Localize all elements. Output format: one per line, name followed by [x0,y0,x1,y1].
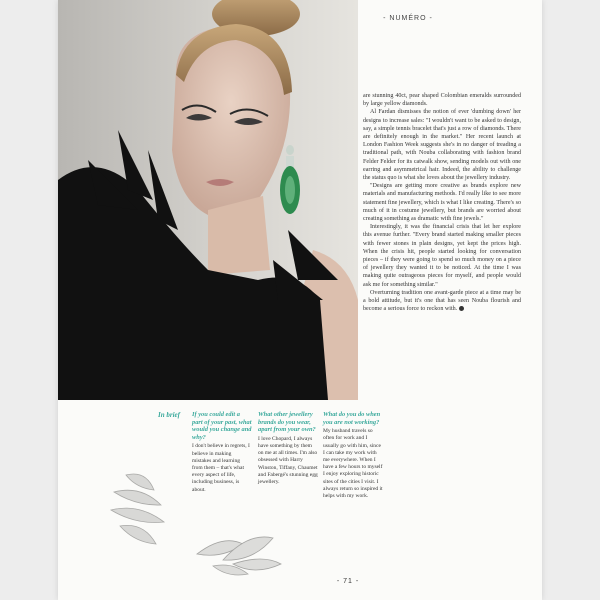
end-mark-icon [459,306,464,311]
article-paragraph: "Designs are getting more creative as brands explore new materials and manufacturing methods. I'd really like to see more statement fine jewellery, which is what I like creating. There's so much of it in costume jewellery, but brands are worried about creating something as dramatic with fine jewels." [363,183,521,223]
qa-answer: I love Chopard, I always have something by them on me at all times. I'm also obsessed with Harry Winston, Tiffany, Chaumet and Fabergé's stunning egg jewellery. [258,435,318,485]
qa-answer: I don't believe in regrets, I believe in making mistakes and learning from them – that's what every aspect of life, including business, is about. [192,443,250,493]
article-paragraph-text: Overturning tradition one avant-garde piece at a time may be a bold attitude, but it's one that has seen Nouba flourish and become a serious force to reckon with. [363,289,521,313]
article-paragraph [363,289,521,314]
in-brief-label: In brief [158,411,180,419]
model-illustration [58,0,358,400]
page-number: - 71 - [336,578,360,585]
magazine-page [58,0,542,600]
fashion-photo [58,0,358,400]
article-paragraph: Interestingly, it was the financial crisis that let her explore this avenue further. "Every brand started making smaller pieces with fewer stones in plain designs, yet kept the prices high. When the crisis hit, people started looking for conversation pieces – if they were going to spend so much money on a piece of jewellery they wanted it to be noticed. At the time I was making quite outrageous pieces for myself, and people would ask me for something similar." [363,224,521,288]
article-paragraph: are stunning 40ct, pear shaped Colombian emeralds surrounded by large yellow diamonds. [363,93,521,108]
qa-question: What other jewellery brands do you wear, apart from your own? [258,411,316,434]
qa-column [323,411,383,500]
diamond-ring-image [193,524,285,580]
article-paragraph: Al Fardan dismisses the notion of ever 'dumbing down' her designs to increase sales: "I wouldn't want to be asked to design, say, a simple tennis bracelet that's just a row of diamonds. There are definitely enough in the market." Her recent launch at London Fashion Week suggests she's in no danger of treading a traditional path, with Nouba collaborating with fashion brand Felder Felder for its catwalk show, sending models out with one earring and asymmetrical hair. Indeed, the ability to challenge the status quo is what she loves about the jewellery industry. [363,109,521,182]
qa-question: What do you do when you are not working? [323,411,381,426]
qa-answer: My husband travels so often for work and I usually go with him, since I can take my work with me everywhere. When I have a few hours to myself I enjoy exploring historic sites of the cities I visit. I always return so inspired it helps with my work. [323,428,383,500]
diamond-earring-image [106,470,168,550]
qa-question: If you could edit a part of your past, what would you change and why? [192,411,252,441]
article-body [363,92,521,313]
qa-column [258,411,318,486]
emerald-earring [280,145,300,214]
qa-column [192,411,252,494]
running-head: - NUMÉRO - [383,15,433,22]
